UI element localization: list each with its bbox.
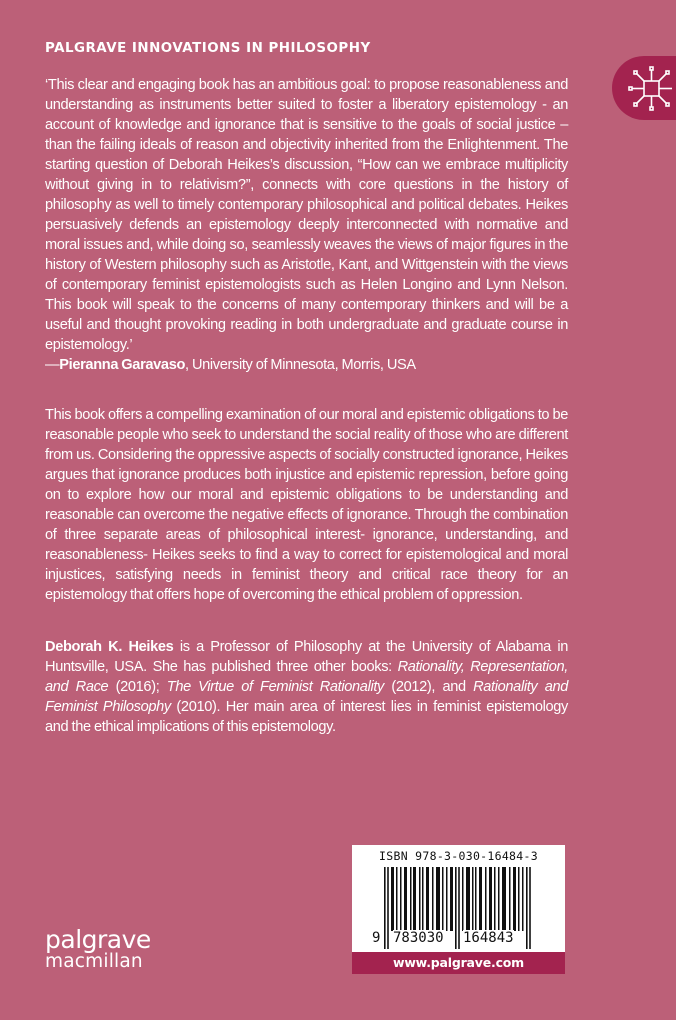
- author-bio: [45, 637, 568, 737]
- bio-text: (2016);: [108, 679, 167, 695]
- series-badge: [612, 56, 676, 120]
- logo-palgrave: palgrave: [45, 925, 151, 954]
- isbn-barcode-box: [352, 845, 565, 952]
- book-title: The Virtue of Feminist Rationality: [166, 679, 385, 695]
- dash: —: [45, 357, 60, 373]
- book-title: Rationality, Representation, and Race: [45, 659, 568, 695]
- website-link[interactable]: www.palgrave.com: [352, 952, 565, 974]
- publisher-logo: [45, 927, 151, 972]
- series-title: PALGRAVE INNOVATIONS IN PHILOSOPHY: [45, 41, 371, 56]
- bio-text: is a Professor of Philosophy at the University of Alabama in Huntsville, USA. She has published three other books:: [45, 639, 569, 675]
- bio-text: (2012), and: [384, 679, 474, 695]
- circuit-icon: [620, 62, 676, 116]
- endorsement-attribution: [45, 355, 568, 375]
- endorser-affiliation: , University of Minnesota, Morris, USA: [185, 357, 416, 373]
- barcode-digits-left: 783030: [393, 930, 444, 946]
- endorsement-block: [45, 75, 568, 375]
- barcode-digit-first: 9: [372, 930, 381, 946]
- logo-macmillan: macmillan: [45, 951, 143, 972]
- book-title: Rationality and Feminist Philosophy: [45, 679, 569, 715]
- author-name: Deborah K. Heikes: [45, 639, 174, 655]
- book-description: This book offers a compelling examination of our moral and epistemic obligations to be reasonable people who seek to understand the social reality of those who are different from us. Considering the oppressive aspects of socially constructed ignorance, Heikes argues that ignorance produces both injustice and epistemic repression, before going on to explore how our moral and epistemic obligations to be understanding and reasonable can overcome the negative effects of ignorance. Through the combination of three separate areas of philosophical interest- ignorance, understanding, and reasonableness- Heikes seeks to find a way to correct for epistemological and moral injustices, satisfying needs in feminist theory and critical race theory for an epistemology that offers hope of overcoming the ethical problem of oppression.: [45, 407, 568, 603]
- isbn-label: ISBN 978-3-030-16484-3: [379, 849, 538, 863]
- barcode-digits-right: 164843: [463, 930, 514, 946]
- bio-text: (2010). Her main area of interest lies in feminist epistemology and the ethical implications of this epistemology.: [45, 699, 568, 735]
- endorser-name: Pieranna Garavaso: [59, 357, 186, 373]
- endorsement-quote: ‘This clear and engaging book has an ambitious goal: to propose reasonableness and understanding as instruments better suited to foster a liberatory epistemology - an account of knowledge and ignorance that is sensitive to the goals of social justice – than the failing ideals of reason and objectivity inherited from the Enlightenment. The starting question of Deborah Heikes’s discussion, “How can we embrace multiplicity without giving in to relativism?”, connects with core questions in the history of philosophy as well to timely contemporary philosophical and political debates. Heikes persuasively defends an epistemology deeply interconnected with normative and moral issues and, while doing so, seamlessly weaves the views of major figures in the history of Western philosophy such as Aristotle, Kant, and Wittgenstein with the views of contemporary feminist epistemologists such as Helen Longino and Lynn Nelson. This book will speak to the concerns of many contemporary thinkers and will be a useful and thought provoking reading in both undergraduate and graduate course in epistemology.’: [45, 77, 568, 353]
